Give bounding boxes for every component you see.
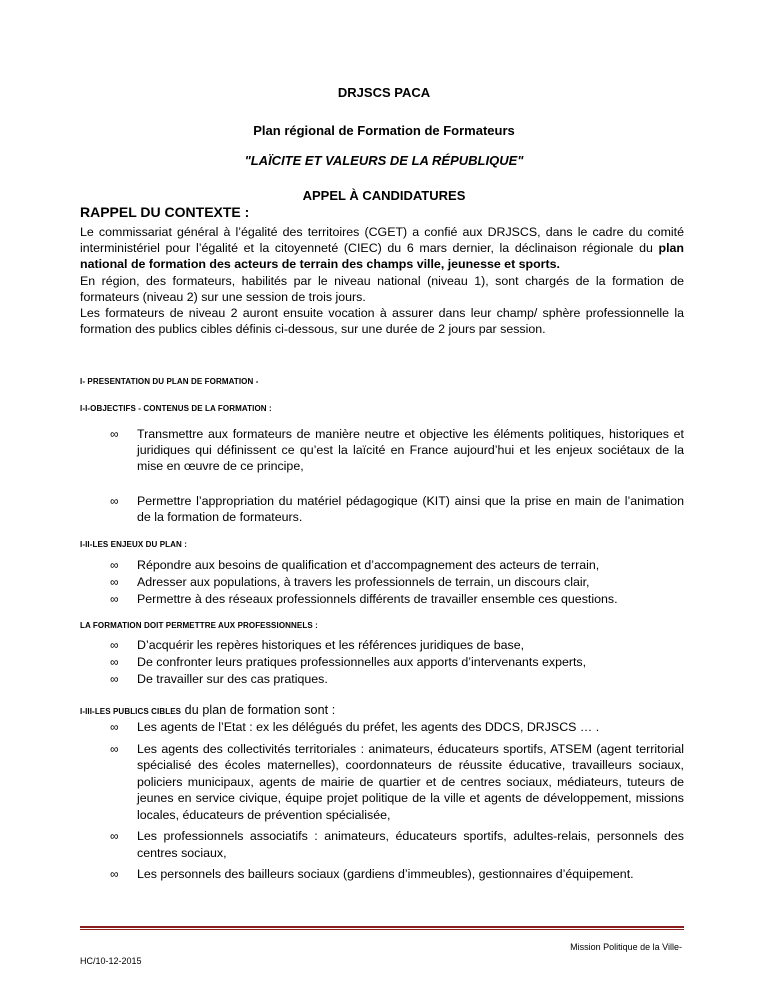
call-title: APPEL À CANDIDATURES [302,188,466,203]
context-p1-bold: plan national de formation des acteurs de terrain des champs ville, jeunesse et sports. [80,241,684,272]
infinity-bullet-icon: ∞ [110,592,119,606]
list-item [80,671,684,688]
list-item-text: Les personnels des bailleurs sociaux (gardiens d’immeubles), gestionnaires d’équipement. [137,867,634,881]
skills-list [80,637,684,688]
list-item [80,426,684,475]
infinity-bullet-icon: ∞ [110,638,119,652]
list-item-text: Transmettre aux formateurs de manière neutre et objective les éléments politiques, historiques et juridiques qui définissent ce qu’est la laïcité en France aujourd’hui et les enjeux sociétaux de la mise en œuvre de ce principe, [137,427,684,474]
list-item-text: Répondre aux besoins de qualification et d’accompagnement des acteurs de terrain, [137,558,600,572]
section-presentation: I- PRESENTATION DU PLAN DE FORMATION - [80,377,259,386]
section-publics-label: I-III-LES PUBLICS CIBLES [80,707,182,716]
publics-list [80,719,684,888]
infinity-bullet-icon: ∞ [110,427,119,441]
list-item-text: Adresser aux populations, à travers les professionnels de terrain, un discours clair, [137,575,590,589]
plan-title: Plan régional de Formation de Formateurs [253,123,515,138]
context-paragraph-1 [80,224,684,273]
context-heading: RAPPEL DU CONTEXTE : [80,204,250,220]
infinity-bullet-icon: ∞ [110,829,119,843]
list-item [80,637,684,654]
infinity-bullet-icon: ∞ [110,867,119,881]
list-item-text: Permettre à des réseaux professionnels différents de travailler ensemble ces questions. [137,592,618,606]
footer-divider [80,926,684,928]
infinity-bullet-icon: ∞ [110,655,119,669]
list-item [80,719,684,736]
infinity-bullet-icon: ∞ [110,558,119,572]
list-item [80,591,684,608]
context-paragraph-3: Les formateurs de niveau 2 auront ensuite vocation à assurer dans leur champ/ sphère professionnelle la formation des publics cibles définis ci-dessous, sur une durée de 2 jours par session. [80,306,684,337]
section-objectives: I-I-OBJECTIFS - CONTENUS DE LA FORMATION : [80,404,272,413]
list-item-text: De travailler sur des cas pratiques. [137,672,328,686]
section-skills: LA FORMATION DOIT PERMETTRE AUX PROFESSIONNELS : [80,621,318,630]
section-publics-rest: du plan de formation sont : [181,703,336,717]
infinity-bullet-icon: ∞ [110,672,119,686]
infinity-bullet-icon: ∞ [110,493,119,508]
infinity-bullet-icon: ∞ [110,575,119,589]
list-item-text: Les agents de l’Etat : ex les délégués du préfet, les agents des DDCS, DRJSCS … . [137,720,600,734]
footer-reference: HC/10-12-2015 [80,956,142,966]
list-item-text: Permettre l’appropriation du matériel pédagogique (KIT) ainsi que la prise en main de l’animation de la formation de formateurs. [137,493,684,524]
list-item-text: Les agents des collectivités territoriales : animateurs, éducateurs sportifs, ATSEM (agent territorial spécialisé des écoles maternelles), coordonnateurs de réussite éducative, travailleurs sociaux, policiers municipaux, agents de mairie de quartier et de centres sociaux, médiateurs, tuteurs de jeunes en service civique, équipe projet politique de la ville et agents de développement, missions locales, éducateurs de prévention spécialisée, [137,741,684,822]
list-item [80,557,684,574]
list-item [80,574,684,591]
org-title: DRJSCS PACA [337,85,431,100]
context-body [80,224,684,337]
list-item [80,654,684,671]
context-paragraph-2: En région, des formateurs, habilités par le niveau national (niveau 1), sont chargés de la formation de formateurs (niveau 2) sur une session de trois jours. [80,273,684,304]
list-item [80,828,684,861]
list-item [80,493,684,525]
infinity-bullet-icon: ∞ [110,741,119,756]
footer-divider-thin [80,929,684,930]
infinity-bullet-icon: ∞ [110,720,119,734]
section-publics [80,703,335,717]
context-p1-text: Le commissariat général à l’égalité des territoires (CGET) a confié aux DRJSCS, dans le cadre du comité interministériel pour l’égalité et la citoyenneté (CIEC) du 6 mars dernier, la déclinaison régionale du [80,225,684,256]
footer-department: Mission Politique de la Ville- [570,942,682,952]
list-item [80,866,684,883]
list-item-text: De confronter leurs pratiques professionnelles aux apports d’intervenants experts, [137,655,587,669]
stakes-list [80,557,684,608]
section-stakes: I-II-LES ENJEUX DU PLAN : [80,540,187,549]
list-item [80,741,684,824]
list-item-text: Les professionnels associatifs : animateurs, éducateurs sportifs, adultes-relais, personnels des centres sociaux, [137,829,684,860]
theme-title: "LAÏCITE ET VALEURS DE LA RÉPUBLIQUE" [244,153,524,168]
list-item-text: D’acquérir les repères historiques et les références juridiques de base, [137,638,525,652]
objectives-list [80,426,684,543]
